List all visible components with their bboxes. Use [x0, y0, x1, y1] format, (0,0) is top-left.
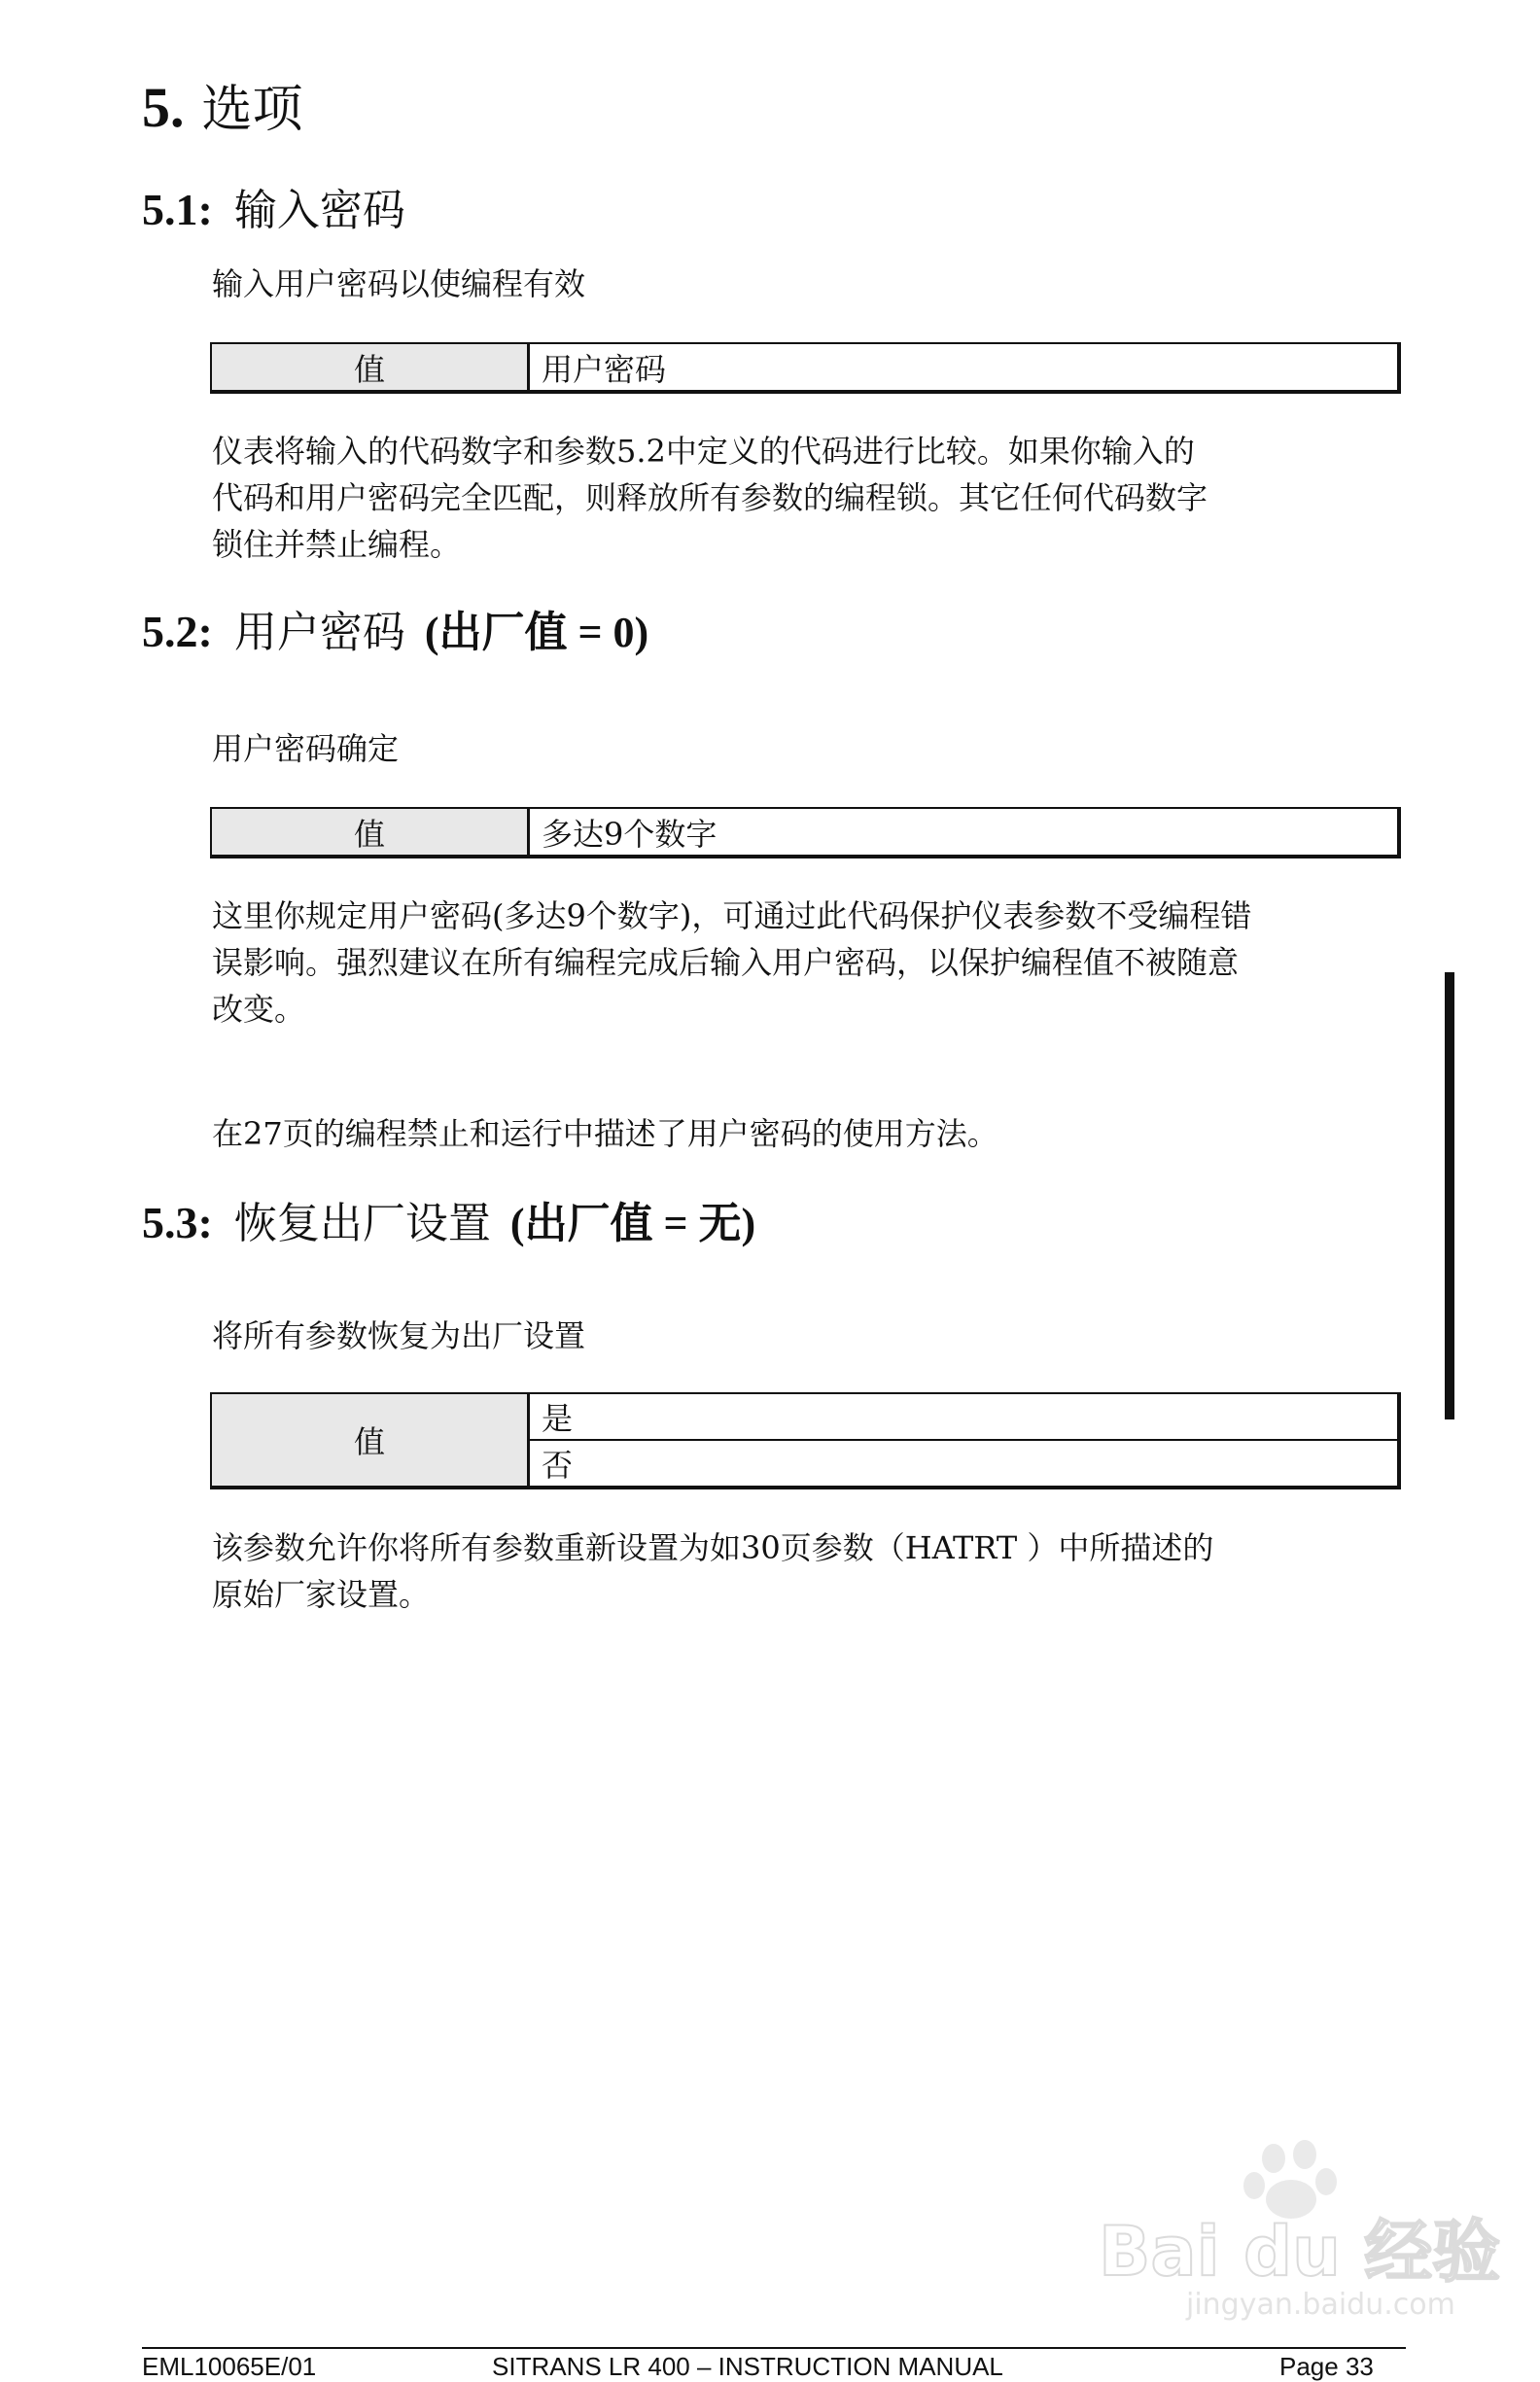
paragraph-5-3: [212, 1524, 1213, 1618]
subsection-number: 5.2:: [142, 607, 213, 656]
change-bar: [1445, 972, 1454, 1419]
paragraph-5-1: [212, 428, 1208, 568]
paragraph-line: 代码和用户密码完全匹配，则释放所有参数的编程锁。其它任何代码数字: [212, 479, 1208, 516]
section-number: 5.: [142, 76, 185, 139]
subsection-intro: 将所有参数恢复为出厂设置: [212, 1317, 586, 1354]
table-value-yes: 是: [529, 1393, 1400, 1440]
watermark-url: jingyan.baidu.com: [1186, 2288, 1455, 2322]
table-value: 用户密码: [529, 343, 1400, 392]
subsection-intro: 用户密码确定: [212, 730, 400, 767]
paragraph-line: 该参数允许你将所有参数重新设置为如30页参数（HATRT ）中所描述的: [212, 1529, 1214, 1566]
usage-note: 在27页的编程禁止和运行中描述了用户密码的使用方法。: [212, 1115, 998, 1152]
watermark-brand: Bai du 经验: [1099, 2212, 1501, 2292]
value-table-5-3: [210, 1392, 1401, 1489]
table-key: 值: [211, 1393, 529, 1488]
section-title: 选项: [201, 81, 303, 139]
footer-manual-title: SITRANS LR 400 – INSTRUCTION MANUAL: [492, 2352, 1003, 2381]
subsection-intro: 输入用户密码以使编程有效: [212, 265, 586, 302]
paragraph-line: 这里你规定用户密码(多达9个数字)，可通过此代码保护仪表参数不受编程错: [212, 897, 1252, 934]
paragraph-line: 仪表将输入的代码数字和参数5.2中定义的代码进行比较。如果你输入的: [212, 433, 1195, 470]
table-key: 值: [211, 343, 529, 392]
subsection-title: 用户密码: [233, 608, 405, 657]
subsection-title: 输入密码: [233, 186, 405, 235]
subsection-heading-5-1: [142, 175, 405, 237]
value-table-5-2: [210, 807, 1401, 858]
paragraph-line: 锁住并禁止编程。: [212, 526, 462, 563]
table-value: 多达9个数字: [529, 808, 1400, 857]
default-value: (出厂值 = 0): [424, 609, 649, 656]
page-footer: [142, 2348, 1406, 2381]
paw-icon: [1243, 2140, 1337, 2219]
paragraph-line: 改变。: [212, 991, 306, 1028]
paragraph-line: 原始厂家设置。: [212, 1576, 431, 1613]
subsection-heading-5-3: [142, 1188, 755, 1250]
subsection-number: 5.3:: [142, 1198, 213, 1247]
section-heading: [142, 68, 303, 141]
table-value-no: 否: [529, 1440, 1400, 1488]
subsection-heading-5-2: [142, 597, 648, 659]
default-value: (出厂值 = 无): [509, 1200, 756, 1247]
value-table-5-1: [210, 342, 1401, 394]
table-key: 值: [211, 808, 529, 857]
paragraph-5-2: [212, 893, 1251, 1033]
subsection-title: 恢复出厂设置: [233, 1199, 491, 1248]
paragraph-line: 误影响。强烈建议在所有编程完成后输入用户密码，以保护编程值不被随意: [212, 944, 1240, 981]
footer-page-number: Page 33: [1279, 2352, 1374, 2381]
baidu-watermark: [1089, 2129, 1501, 2324]
footer-doc-id: EML10065E/01: [142, 2352, 317, 2381]
subsection-number: 5.1:: [142, 185, 213, 234]
